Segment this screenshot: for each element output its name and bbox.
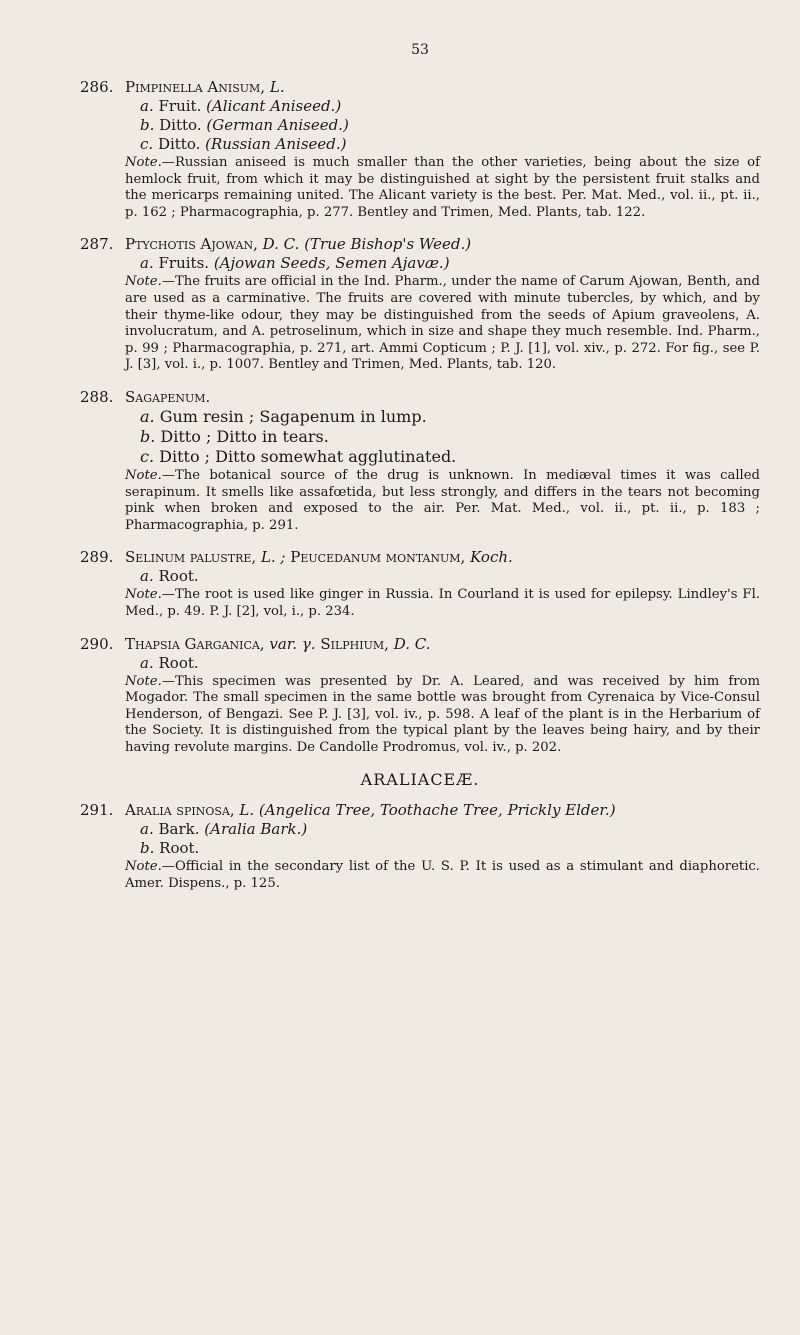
specimen-item: a. Gum resin ; Sagapenum in lump. [140, 406, 427, 426]
variety: var. γ. [269, 634, 316, 653]
entry-287 [80, 235, 760, 374]
entry-286 [80, 78, 760, 221]
specimen-item: b. Ditto. (German Aniseed.) [140, 116, 349, 134]
entry-290 [80, 635, 760, 757]
common-name: (True Bishop's Weed.) [304, 235, 472, 254]
specimen-item: b. Root. [140, 839, 200, 858]
page-number: 53 [411, 42, 429, 58]
entry-number: 287. [80, 235, 114, 254]
entry-heading [80, 548, 760, 567]
specimen-item: a. Root. [140, 567, 199, 586]
section-title: ARALIACEÆ. [360, 770, 480, 790]
authority-2: D. C. [393, 634, 431, 653]
entry-heading [80, 801, 760, 820]
specimen-item: a. Fruit. (Alicant Aniseed.) [140, 97, 342, 115]
species-name: Thapsia Garganica, [125, 634, 265, 653]
entry-number: 286. [80, 78, 114, 96]
entry-note: Note.—Russian aniseed is much smaller than the other varieties, being about the size of hemlock fruit, from which it may be distinguished at sight by the persistent fruit stalks and the mericarps remaining united. The Alicant variety is the best. Per. Mat. Med., vol. ii., pt. ii., p. 162 ; Pharmacographia, p. 277. Bentley and Trimen, Med. Plants, tab. 122. [125, 155, 760, 220]
species-name-2: Peucedanum montanum, [290, 548, 466, 567]
entry-heading [80, 635, 760, 654]
entry-heading [80, 78, 760, 97]
specimen-item: c. Ditto. (Russian Aniseed.) [140, 135, 347, 153]
specimen-item: a. Bark. (Aralia Bark.) [140, 820, 308, 839]
entry-289 [80, 548, 760, 620]
specimen-item: a. Root. [140, 653, 199, 672]
entry-number: 290. [80, 634, 114, 653]
entry-number: 291. [80, 801, 114, 820]
entry-291 [80, 801, 760, 892]
entry-heading [80, 235, 760, 254]
entry-heading [80, 388, 760, 407]
species-name: Ptychotis Ajowan, [125, 235, 258, 254]
entry-note: Note.—This specimen was presented by Dr. A. Leared, and was received by him from Mogador. The small specimen in the same bottle was brought from Cyrenaica by Vice-Consul Henderson, of Bengazi. See P. J. [3], vol. iv., p. 598. A leaf of the plant is in the Herbarium of the Society. It is distinguished from the typical plant by the leaves being hairy, and by their having revolute margins. De Candolle Prodromus, vol. iv., p. 202. [125, 673, 760, 755]
common-name: (Angelica Tree, Toothache Tree, Prickly Elder.) [258, 801, 616, 820]
specimen-item: a. Fruits. (Ajowan Seeds, Semen Ajavæ.) [140, 254, 450, 273]
species-name: Aralia spinosa, [125, 801, 235, 820]
authority: L. ; [260, 548, 286, 567]
entry-note: Note.—The botanical source of the drug is unknown. In mediæval times it was called serapinum. It smells like assafœtida, but less strongly, and differs in the tears not becoming pink when broken and exposed to the air. Per. Mat. Med., vol. ii., pt. ii., p. 183 ; Pharmacographia, p. 291. [125, 467, 760, 533]
entry-number: 288. [80, 387, 114, 406]
species-name: Sagapenum. [125, 387, 211, 406]
authority-2: Koch. [470, 548, 513, 567]
authority: L. [269, 78, 285, 96]
species-name: Pimpinella Anisum, [125, 78, 266, 96]
entry-note: Note.—Official in the secondary list of the U. S. P. It is used as a stimulant and diaphoretic. Amer. Dispens., p. 125. [125, 859, 760, 892]
authority: D. C. [262, 235, 300, 254]
specimen-item: c. Ditto ; Ditto somewhat agglutinated. [140, 446, 457, 466]
specimen-item: b. Ditto ; Ditto in tears. [140, 426, 329, 446]
entry-note: Note.—The root is used like ginger in Russia. In Courland it is used for epilepsy. Lindley's Fl. Med., p. 49. P. J. [2], vol, i., p. 234. [125, 587, 760, 619]
species-name-2: Silphium, [320, 634, 389, 653]
entry-number: 289. [80, 548, 114, 567]
species-name: Selinum palustre, [125, 548, 257, 567]
entry-288 [80, 388, 760, 534]
entry-note: Note.—The fruits are official in the Ind. Pharm., under the name of Carum Ajowan, Benth, and are used as a carminative. The fruits are covered with minute tubercles, by which, and by their thyme-like odour, they may be distinguished from the seeds of Apium graveolens, A. involucratum, and A. petroselinum, which in size and shape they much resemble. Ind. Pharm., p. 99 ; Pharmacographia, p. 271, art. Ammi Copticum ; P. J. [1], vol. xiv., p. 272. For fig., see P. J. [3], vol. i., p. 1007. Bentley and Trimen, Med. Plants, tab. 120. [125, 274, 760, 373]
authority: L. [239, 801, 255, 820]
